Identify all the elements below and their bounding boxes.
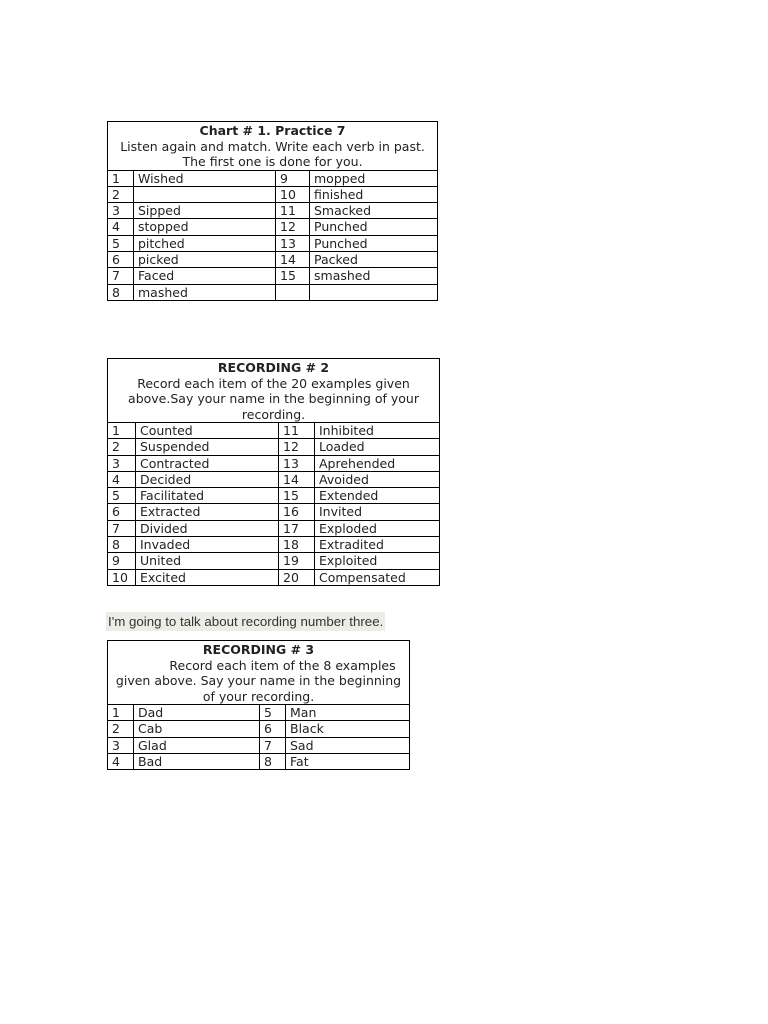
- item-word: Exploded: [315, 520, 440, 536]
- item-word: Cab: [134, 721, 260, 737]
- table-row: [108, 471, 440, 487]
- item-number: 7: [108, 520, 136, 536]
- item-word: pitched: [134, 235, 276, 251]
- item-word: Facilitated: [136, 488, 279, 504]
- item-number: 1: [108, 705, 134, 721]
- recording-3-title: RECORDING # 3: [202, 642, 315, 657]
- table-row: [108, 170, 438, 186]
- item-word: mopped: [310, 170, 438, 186]
- item-word: Aprehended: [315, 455, 440, 471]
- chart-1-header-row: [108, 122, 438, 171]
- item-number: 1: [108, 423, 136, 439]
- item-word: Extracted: [136, 504, 279, 520]
- item-number: 14: [276, 251, 310, 267]
- item-number: 9: [276, 170, 310, 186]
- table-row: [108, 488, 440, 504]
- table-row: [108, 553, 440, 569]
- item-number: 6: [108, 504, 136, 520]
- table-row: [108, 235, 438, 251]
- table-row: [108, 284, 438, 300]
- item-word: smashed: [310, 268, 438, 284]
- recording-2-table: [107, 358, 440, 586]
- item-number: 7: [108, 268, 134, 284]
- item-number: 16: [279, 504, 315, 520]
- item-number: 12: [276, 219, 310, 235]
- item-word: Smacked: [310, 203, 438, 219]
- table-row: [108, 268, 438, 284]
- item-word: Extended: [315, 488, 440, 504]
- item-word: Divided: [136, 520, 279, 536]
- item-number: 12: [279, 439, 315, 455]
- item-word: Glad: [134, 737, 260, 753]
- item-number: 15: [279, 488, 315, 504]
- item-number: 2: [108, 439, 136, 455]
- table-row: [108, 705, 410, 721]
- item-word: Contracted: [136, 455, 279, 471]
- item-word: Packed: [310, 251, 438, 267]
- recording-2-title: RECORDING # 2: [217, 360, 330, 375]
- item-word: Man: [286, 705, 410, 721]
- table-row: [108, 455, 440, 471]
- item-word: mashed: [134, 284, 276, 300]
- table-row: [108, 537, 440, 553]
- table-row: [108, 721, 410, 737]
- item-word: Faced: [134, 268, 276, 284]
- item-word: Inhibited: [315, 423, 440, 439]
- item-word: United: [136, 553, 279, 569]
- item-word: Loaded: [315, 439, 440, 455]
- table-row: [108, 439, 440, 455]
- item-number: 18: [279, 537, 315, 553]
- item-number: 13: [276, 235, 310, 251]
- item-number: 14: [279, 471, 315, 487]
- table-row: [108, 520, 440, 536]
- table-row: [108, 504, 440, 520]
- item-number: 1: [108, 170, 134, 186]
- item-number: 4: [108, 219, 134, 235]
- item-number: 4: [108, 753, 134, 769]
- table-row: [108, 423, 440, 439]
- item-number: 7: [260, 737, 286, 753]
- item-word: Wished: [134, 170, 276, 186]
- item-number: 5: [108, 235, 134, 251]
- item-number: 10: [108, 569, 136, 585]
- item-number: 3: [108, 737, 134, 753]
- item-word: Avoided: [315, 471, 440, 487]
- item-number: 2: [108, 186, 134, 202]
- item-number: 6: [260, 721, 286, 737]
- chart-1-table: [107, 121, 438, 301]
- recording-2-header: [108, 359, 440, 423]
- item-word: Extradited: [315, 537, 440, 553]
- item-word: Exploited: [315, 553, 440, 569]
- item-word: Compensated: [315, 569, 440, 585]
- item-number: 4: [108, 471, 136, 487]
- item-word: Fat: [286, 753, 410, 769]
- item-word: Black: [286, 721, 410, 737]
- item-number: 6: [108, 251, 134, 267]
- item-word: stopped: [134, 219, 276, 235]
- table-row: [108, 569, 440, 585]
- item-number: 11: [279, 423, 315, 439]
- chart-1-instructions: Listen again and match. Write each verb in past. The first one is done for you.: [120, 138, 425, 169]
- chart-1-title: Chart # 1. Practice 7: [199, 123, 346, 138]
- item-number: 15: [276, 268, 310, 284]
- item-word: Decided: [136, 471, 279, 487]
- item-word: Invaded: [136, 537, 279, 553]
- chart-1-header: [108, 122, 438, 171]
- item-number: 8: [108, 537, 136, 553]
- recording-2-instructions: Record each item of the 20 examples given above.Say your name in the beginning of your recording.: [128, 375, 419, 422]
- item-word: Dad: [134, 705, 260, 721]
- item-number: 19: [279, 553, 315, 569]
- table-row: [108, 186, 438, 202]
- table-row: [108, 219, 438, 235]
- item-word: [310, 284, 438, 300]
- recording-3-header: [108, 641, 410, 705]
- item-word: Bad: [134, 753, 260, 769]
- item-word: Punched: [310, 219, 438, 235]
- highlighted-note: I'm going to talk about recording number three.: [108, 614, 384, 629]
- item-word: Sad: [286, 737, 410, 753]
- item-word: picked: [134, 251, 276, 267]
- item-word: [134, 186, 276, 202]
- item-word: Excited: [136, 569, 279, 585]
- item-word: Punched: [310, 235, 438, 251]
- item-word: Invited: [315, 504, 440, 520]
- item-number: 8: [260, 753, 286, 769]
- item-word: finished: [310, 186, 438, 202]
- table-row: [108, 251, 438, 267]
- table-row: [108, 737, 410, 753]
- item-number: 9: [108, 553, 136, 569]
- recording-3-header-row: [108, 641, 410, 705]
- item-number: 3: [108, 203, 134, 219]
- recording-3-instructions: Record each item of the 8 examples given above. Say your name in the beginning of your recording.: [115, 657, 402, 704]
- item-number: 5: [108, 488, 136, 504]
- table-row: [108, 753, 410, 769]
- item-number: 10: [276, 186, 310, 202]
- item-number: 20: [279, 569, 315, 585]
- recording-3-table: [107, 640, 410, 770]
- item-word: Counted: [136, 423, 279, 439]
- item-word: Sipped: [134, 203, 276, 219]
- item-number: 8: [108, 284, 134, 300]
- table-row: [108, 203, 438, 219]
- item-number: 5: [260, 705, 286, 721]
- item-number: [276, 284, 310, 300]
- item-word: Suspended: [136, 439, 279, 455]
- item-number: 13: [279, 455, 315, 471]
- item-number: 17: [279, 520, 315, 536]
- item-number: 11: [276, 203, 310, 219]
- recording-2-header-row: [108, 359, 440, 423]
- item-number: 3: [108, 455, 136, 471]
- item-number: 2: [108, 721, 134, 737]
